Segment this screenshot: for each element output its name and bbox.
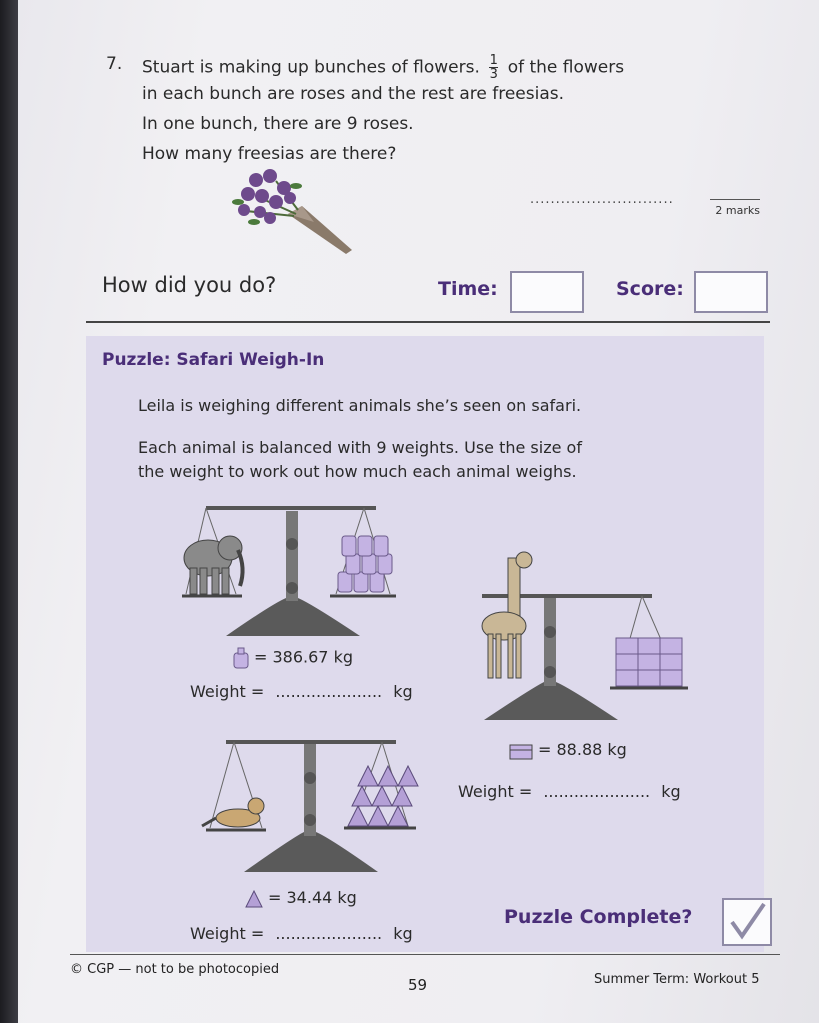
check-icon <box>724 900 770 944</box>
question-number: 7. <box>106 54 123 74</box>
tiger-weights <box>348 766 418 826</box>
question-text-a: Stuart is making up bunches of flowers. <box>142 57 480 78</box>
giraffe-weight-key <box>508 740 627 761</box>
question-line-1 <box>142 54 624 81</box>
puzzle-intro: Leila is weighing different animals she’s seen on safari. <box>138 396 582 415</box>
weight-blank[interactable]: ..................... <box>275 924 383 943</box>
question-line-3: In one bunch, there are 9 roses. <box>142 114 414 134</box>
kettlebell-weight-icon <box>244 889 264 909</box>
fraction-denominator: 3 <box>489 67 498 82</box>
weight-blank[interactable]: ..................... <box>543 782 651 801</box>
puzzle-instruction-2: the weight to work out how much each animal weighs. <box>138 462 577 481</box>
weight-blank[interactable]: ..................... <box>275 682 383 701</box>
unit-label: kg <box>661 782 681 801</box>
footer-copyright: © CGP — not to be photocopied <box>70 962 280 977</box>
balance-scales-illustration <box>86 336 764 952</box>
footer-section: Summer Term: Workout 5 <box>594 972 760 987</box>
puzzle-complete-label: Puzzle Complete? <box>504 906 693 928</box>
fraction-numerator: 1 <box>489 53 498 68</box>
marks-label: 2 marks <box>710 199 760 217</box>
giraffe-weights <box>616 638 682 686</box>
tiger-scale <box>206 742 416 872</box>
book-spine <box>0 0 18 1023</box>
flower-bunch-illustration <box>226 166 366 266</box>
weight-label: Weight = <box>458 782 533 801</box>
puzzle-instruction-1: Each animal is balanced with 9 weights. Use the size of <box>138 438 582 457</box>
elephant-icon <box>184 536 243 594</box>
how-did-you-do-heading: How did you do? <box>102 273 277 297</box>
unit-label: kg <box>393 682 413 701</box>
box-weight-icon <box>508 741 534 761</box>
bottle-weight-icon <box>232 647 250 669</box>
section-divider <box>86 321 770 323</box>
score-label: Score: <box>616 278 684 300</box>
elephant-weight-key <box>232 647 353 669</box>
time-box[interactable] <box>510 271 584 313</box>
tiger-weight-key <box>244 888 357 909</box>
answer-blank[interactable]: ............................ <box>530 192 674 207</box>
tiger-weight-answer <box>190 924 413 943</box>
footer-divider <box>70 954 780 955</box>
weight-label: Weight = <box>190 924 265 943</box>
elephant-weights <box>338 536 392 592</box>
giraffe-icon <box>482 552 532 678</box>
question-line-4: How many freesias are there? <box>142 144 397 164</box>
puzzle-complete-checkbox[interactable] <box>722 898 772 946</box>
giraffe-weight-answer <box>458 782 681 801</box>
giraffe-weight-value: = 88.88 kg <box>538 740 627 759</box>
unit-label: kg <box>393 924 413 943</box>
question-line-2: in each bunch are roses and the rest are freesias. <box>142 84 565 104</box>
page-number: 59 <box>408 976 428 994</box>
score-box[interactable] <box>694 271 768 313</box>
puzzle-panel <box>86 336 764 952</box>
tiger-weight-value: = 34.44 kg <box>268 888 357 907</box>
fraction-one-third <box>489 54 498 81</box>
time-label: Time: <box>438 278 498 300</box>
weight-label: Weight = <box>190 682 265 701</box>
question-text-b: of the flowers <box>507 57 625 78</box>
elephant-weight-value: = 386.67 kg <box>254 647 353 667</box>
puzzle-title: Puzzle: Safari Weigh-In <box>102 350 325 370</box>
workbook-page <box>18 0 819 1023</box>
elephant-weight-answer <box>190 682 413 701</box>
